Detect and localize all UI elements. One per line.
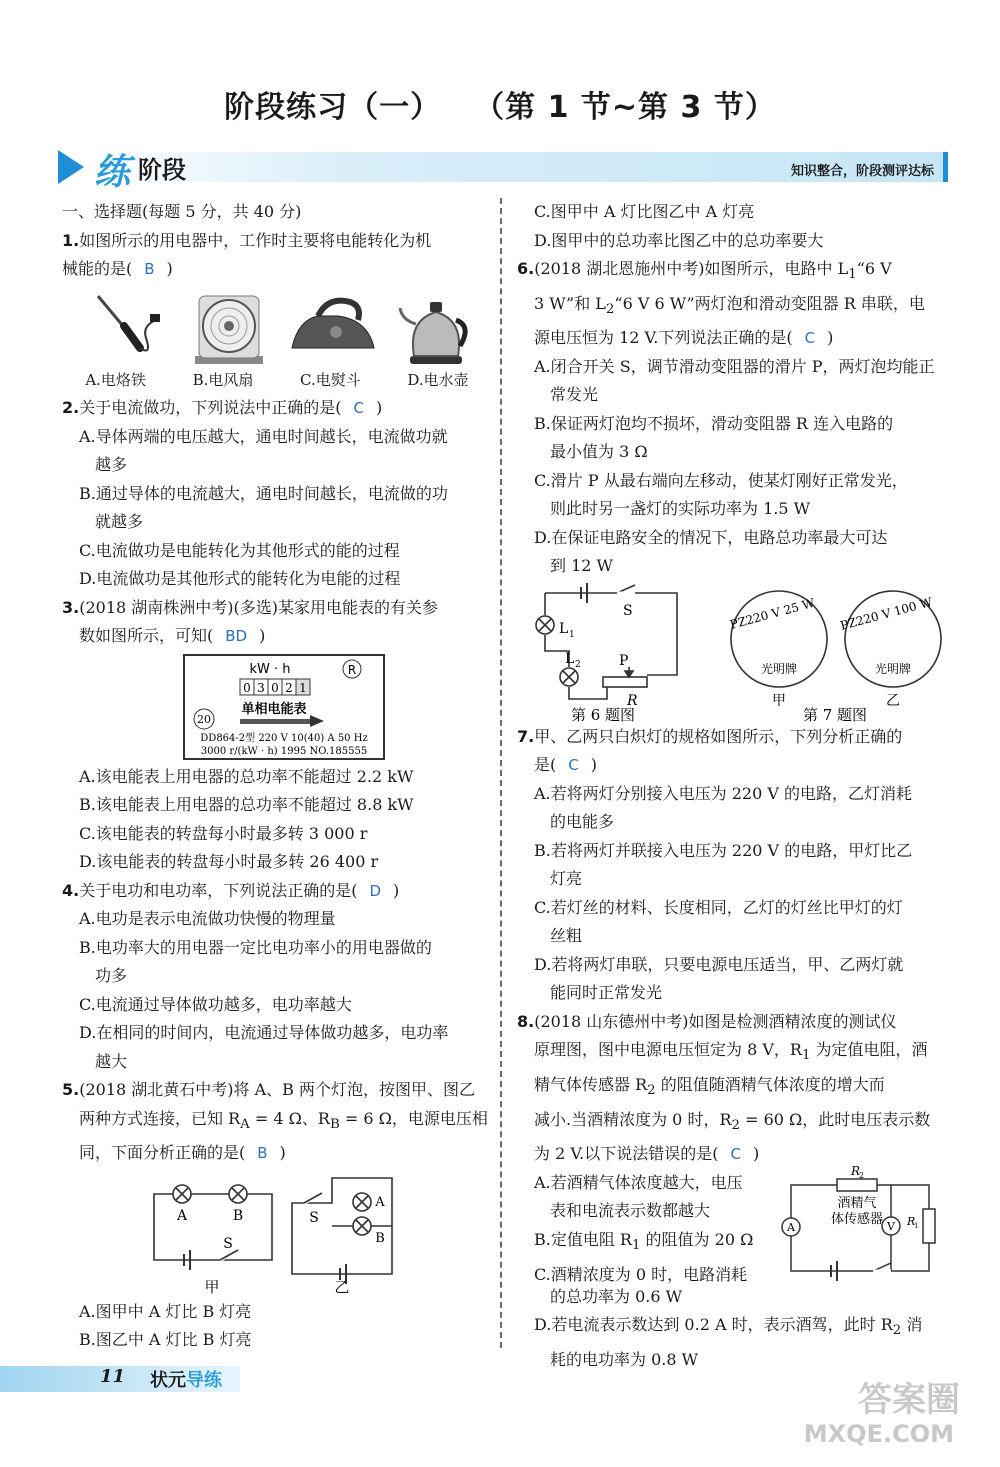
q4-stem bbox=[62, 877, 492, 906]
q8-option-c: C.酒精浓度为 0 时，电路消耗 bbox=[534, 1264, 748, 1284]
q6-option-c-cont: 则此时另一盏灯的实际功率为 1.5 W bbox=[550, 499, 811, 519]
q1-caption-b: B.电风扇 bbox=[192, 370, 254, 389]
q8-option-b-sub: 1 bbox=[631, 1238, 641, 1254]
q8-line4a: 减小.当酒精浓度为 0 时，R bbox=[534, 1109, 732, 1129]
q8-options-with-figure bbox=[517, 1163, 950, 1284]
q8-line4b: = 60 Ω，此时电压表示数 bbox=[739, 1109, 931, 1129]
q1-close: ) bbox=[166, 259, 173, 278]
q1-stem bbox=[62, 227, 492, 256]
q8-r2-sub: 2 bbox=[859, 1170, 865, 1180]
watermark-url: MXQE.COM bbox=[803, 1420, 954, 1448]
q6-l1-label: L bbox=[559, 620, 569, 637]
q3-number: 3. bbox=[62, 597, 80, 617]
q8-option-b-text2: 的阻值为 20 Ω bbox=[640, 1229, 754, 1249]
q6-text: (2018 湖北恩施州中考)如图所示，电路中 L bbox=[534, 259, 849, 278]
section-heading: 一、选择题(每题 5 分，共 40 分) bbox=[62, 202, 302, 221]
q4-option-c: C.电流通过导体做功越多，电功率越大 bbox=[79, 994, 352, 1014]
meter-spec1: DD864-2型 220 V 10(40) A 50 Hz bbox=[200, 732, 368, 744]
q6-figure-caption: 第 6 题图 bbox=[570, 705, 636, 723]
left-column bbox=[62, 198, 492, 1355]
q8-sensor-label1: 酒精气 bbox=[837, 1195, 877, 1211]
q5-lamp-a-label: A bbox=[176, 1207, 188, 1224]
q7-option-c-cont: 丝粗 bbox=[550, 926, 583, 946]
q8-stem bbox=[517, 1008, 950, 1037]
q6-option-d-cont: 到 12 W bbox=[550, 556, 613, 576]
soldering-iron-figure bbox=[80, 290, 172, 366]
q5-switch-label-yi: S bbox=[309, 1209, 319, 1226]
q5-option-d: D.图甲中的总功率比图乙中的总功率要大 bbox=[534, 230, 824, 250]
q6-stem2 bbox=[517, 290, 950, 325]
page-title bbox=[0, 82, 1000, 126]
q6-option-d: D.在保证电路安全的情况下，电路总功率最大可达 bbox=[534, 527, 888, 547]
q2-option-b: B.通过导体的电流越大，通电时间越长，电流做的功 bbox=[79, 483, 448, 503]
q5-text5: 同，下面分析正确的是( bbox=[79, 1143, 246, 1163]
q5-text4: = 6 Ω，电源电压相 bbox=[339, 1108, 488, 1128]
q5-answer: B bbox=[257, 1144, 268, 1163]
q1-text: 如图所示的用电器中，工作时主要将电能转化为机 bbox=[79, 230, 432, 250]
meter-reg-mark: R bbox=[347, 662, 357, 677]
watermark-logo: 答案圈 bbox=[858, 1380, 960, 1420]
electric-fan-icon bbox=[189, 290, 269, 366]
q6-option-b: B.保证两灯泡均不损坏，滑动变阻器 R 连入电路的 bbox=[534, 413, 894, 433]
q3-text2: 数如图所示，可知( bbox=[79, 626, 214, 645]
meter-spec2: 3000 r/(kW · h) 1995 NO.185555 bbox=[200, 745, 368, 757]
q8-line3b: 的阻值随酒精气体浓度的增大而 bbox=[655, 1075, 885, 1095]
q6-text3: “6 V 6 W”两灯泡和滑动变阻器 R 串联，电 bbox=[614, 293, 925, 313]
q7-number: 7. bbox=[517, 726, 535, 746]
page-footer bbox=[0, 1358, 1000, 1398]
meter-unit: kW · h bbox=[249, 661, 291, 677]
q5-option-c: C.图甲中 A 灯比图乙中 A 灯亮 bbox=[534, 202, 755, 221]
q6-stem bbox=[517, 255, 950, 290]
title-main: 阶段练习（一） bbox=[224, 90, 442, 125]
q2-option-d: D.电流做功是其他形式的能转化为电能的过程 bbox=[79, 569, 401, 588]
q4-close: ) bbox=[393, 880, 400, 900]
meter-digit-4: 2 bbox=[285, 680, 293, 695]
brand-part-a: 状元 bbox=[150, 1370, 186, 1391]
q1-number: 1. bbox=[62, 230, 80, 250]
q3-option-a: A.该电能表上用电器的总功率不能超过 2.2 kW bbox=[79, 766, 414, 786]
q8-r1-sub: 1 bbox=[914, 1221, 919, 1230]
q4-option-d: D.在相同的时间内，电流通过导体做功越多，电功率 bbox=[79, 1023, 449, 1042]
banner-big-char: 练 bbox=[94, 151, 131, 193]
q8-answer: C bbox=[730, 1145, 741, 1164]
q5-option-a: A.图甲中 A 灯比 B 灯亮 bbox=[79, 1301, 252, 1321]
q8-line3a: 精气体传感器 R bbox=[534, 1075, 648, 1095]
q6-line3: 源电压恒为 12 V.下列说法正确的是( bbox=[534, 328, 793, 348]
q7-close: ) bbox=[590, 755, 597, 775]
q8-line5: 为 2 V.以下说法错误的是( bbox=[534, 1144, 719, 1164]
meter-digit-1: 0 bbox=[243, 680, 251, 695]
q6-sub-1: 1 bbox=[848, 267, 857, 283]
q6-option-a-cont: 常发光 bbox=[550, 385, 599, 405]
q3-meter-figure bbox=[62, 651, 492, 763]
q2-answer: C bbox=[353, 399, 364, 417]
q6-option-b-cont: 最小值为 3 Ω bbox=[550, 442, 648, 462]
q1-appliances bbox=[62, 290, 492, 366]
q4-number: 4. bbox=[62, 880, 80, 900]
q7-bulb-yi bbox=[839, 591, 941, 709]
q5-option-b: B.图乙中 A 灯比 B 灯亮 bbox=[79, 1330, 252, 1350]
q8-line2-sub: 1 bbox=[801, 1048, 811, 1064]
q4-option-a: A.电功是表示电流做功快慢的物理量 bbox=[79, 909, 336, 928]
soldering-iron-icon bbox=[86, 290, 166, 360]
q6-rheostat-label: R bbox=[627, 692, 638, 709]
q6-sub-2: 2 bbox=[605, 301, 615, 317]
q2-stem bbox=[62, 394, 492, 423]
q8-stem3 bbox=[517, 1071, 950, 1106]
q7-stem bbox=[517, 723, 950, 752]
q8-option-d bbox=[517, 1311, 950, 1346]
q7-option-a: A.若将两灯分别接入电压为 220 V 的电路，乙灯消耗 bbox=[534, 783, 912, 803]
q6-l2-label: L bbox=[565, 650, 575, 667]
q8-option-a: A.若酒精气体浓度越大，电压 bbox=[534, 1172, 743, 1192]
q8-sensor-label2: 体传感器 bbox=[830, 1211, 884, 1227]
q8-option-b-text: B.定值电阻 R bbox=[534, 1229, 632, 1249]
q6-close: ) bbox=[827, 328, 834, 348]
electric-iron-icon bbox=[288, 290, 378, 360]
title-sub: （第 1 节~第 3 节） bbox=[489, 90, 776, 125]
q2-option-a-cont: 越多 bbox=[95, 455, 128, 474]
q6-l1-sub: 1 bbox=[569, 629, 575, 640]
q7-option-a-cont: 的电能多 bbox=[550, 812, 615, 832]
q5-close: ) bbox=[279, 1143, 286, 1163]
q6-number: 6. bbox=[517, 259, 535, 278]
meter-disc-indicator bbox=[240, 719, 310, 724]
q8-line2a: 原理图，图中电源电压恒定为 8 V，R bbox=[534, 1040, 802, 1060]
q6-circuit bbox=[536, 583, 677, 699]
q7-figure-caption: 第 7 题图 bbox=[802, 705, 868, 723]
q6-l2-sub: 2 bbox=[575, 659, 581, 670]
q7-jia-label: 甲 bbox=[772, 692, 786, 709]
q8-close: ) bbox=[752, 1144, 760, 1164]
q7-yi-label: 乙 bbox=[886, 692, 900, 709]
q6-answer: C bbox=[804, 329, 816, 348]
q7-option-c: C.若灯丝的材料、长度相同，乙灯的灯丝比甲灯的灯 bbox=[534, 897, 903, 917]
electric-kettle-figure bbox=[390, 290, 482, 366]
q5-stem2 bbox=[62, 1105, 492, 1140]
meter-digit-2: 3 bbox=[257, 680, 265, 695]
q8-option-c-cont: 的总功率为 0.6 W bbox=[550, 1286, 683, 1306]
q5-switch-label-jia: S bbox=[223, 1235, 233, 1252]
q8-ammeter-icon: A bbox=[787, 1220, 795, 1234]
q7-bulb-jia bbox=[728, 591, 827, 709]
section-banner bbox=[58, 148, 948, 193]
banner-end-bar bbox=[943, 152, 948, 182]
q6-option-c: C.滑片 P 从最右端向左移动，使某灯刚好正常发光， bbox=[534, 470, 908, 490]
meter-current-mark: 20 bbox=[197, 712, 211, 726]
q3-stem bbox=[62, 594, 492, 623]
q8-r1-label: R bbox=[907, 1214, 916, 1228]
q2-number: 2. bbox=[62, 398, 80, 417]
q5-circuit-figure bbox=[62, 1168, 492, 1298]
q1-caption-d: D.电水壶 bbox=[407, 370, 469, 389]
q3-close: ) bbox=[259, 626, 266, 645]
meter-digit-3: 0 bbox=[271, 680, 279, 695]
q5-stem3 bbox=[62, 1139, 492, 1168]
q8-option-d-text: D.若电流表示数达到 0.2 A 时，表示酒驾，此时 R bbox=[534, 1315, 893, 1335]
q7-stem2 bbox=[517, 751, 950, 780]
q8-stem2 bbox=[517, 1036, 950, 1071]
q5-text2: 两种方式连接，已知 R bbox=[79, 1108, 241, 1128]
q8-line2b: 为定值电阻，酒 bbox=[810, 1040, 928, 1060]
q7-option-b-cont: 灯亮 bbox=[550, 869, 583, 889]
q2-option-b-cont: 就越多 bbox=[95, 512, 144, 531]
q7-yi-spec: PZ220 V 100 W bbox=[838, 594, 934, 633]
q5-stem bbox=[62, 1076, 492, 1105]
q2-option-c: C.电流做功是电能转化为其他形式的能的过程 bbox=[79, 540, 400, 560]
q7-jia-spec: PZ220 V 25 W bbox=[728, 595, 817, 632]
q4-option-b-cont: 功多 bbox=[95, 966, 128, 985]
q1-captions bbox=[62, 366, 492, 395]
q7-jia-brand: 光明牌 bbox=[760, 661, 798, 676]
meter-digit-5: 1 bbox=[299, 680, 307, 695]
q6-switch-label: S bbox=[623, 602, 633, 619]
q2-text: 关于电流做功，下列说法中正确的是( bbox=[79, 398, 342, 417]
q5-text3: = 4 Ω、R bbox=[249, 1108, 330, 1128]
q8-stem4 bbox=[517, 1106, 950, 1141]
q7-answer: C bbox=[568, 756, 579, 775]
banner-arrow-icon bbox=[58, 150, 84, 184]
q5-fig-jia-label: 甲 bbox=[204, 1277, 220, 1296]
q8-voltmeter-icon: V bbox=[887, 1219, 895, 1233]
q5-fig-yi-label: 乙 bbox=[334, 1277, 350, 1296]
q6-line2: 3 W”和 L bbox=[534, 293, 606, 313]
q7-option-d: D.若将两灯串联，只要电源电压适当，甲、乙两灯就 bbox=[534, 954, 904, 974]
q6-slider-label: P bbox=[619, 652, 629, 669]
q1-stem2 bbox=[62, 255, 492, 284]
q5-sub-b: B bbox=[329, 1116, 340, 1132]
q8-option-d-sub: 2 bbox=[892, 1323, 902, 1339]
q8-text: (2018 山东德州中考)如图是检测酒精浓度的测试仪 bbox=[534, 1011, 897, 1031]
q3-answer: BD bbox=[225, 627, 248, 645]
q4-answer: D bbox=[369, 881, 382, 900]
q7-text: 甲、乙两只白炽灯的规格如图所示，下列分析正确的 bbox=[534, 726, 903, 746]
q3-text: (2018 湖南株洲中考)(多选)某家用电能表的有关参 bbox=[79, 597, 438, 617]
q8-option-a-cont: 表和电流表示数都越大 bbox=[550, 1201, 711, 1221]
q8-option-d-cont: 耗的电功率为 0.8 W bbox=[550, 1350, 699, 1370]
q6-text2: “6 V bbox=[856, 259, 892, 278]
banner-label: 阶段 bbox=[138, 156, 186, 184]
meter-name: 单相电能表 bbox=[241, 701, 307, 717]
q6-stem3 bbox=[517, 324, 950, 353]
q7-yi-brand: 光明牌 bbox=[874, 661, 912, 676]
q5-text: (2018 湖北黄石中考)将 A、B 两个灯泡，按图甲、图乙 bbox=[79, 1080, 475, 1099]
page-number: 11 bbox=[100, 1366, 126, 1387]
q1-text2: 械能的是( bbox=[62, 259, 133, 278]
q5-number: 5. bbox=[62, 1080, 80, 1099]
q8-line4-sub: 2 bbox=[731, 1117, 740, 1133]
electric-iron-figure bbox=[287, 290, 379, 366]
q8-number: 8. bbox=[517, 1011, 535, 1031]
meter-digits bbox=[240, 679, 310, 695]
q8-options-left bbox=[517, 1169, 777, 1289]
q3-option-b: B.该电能表上用电器的总功率不能超过 8.8 kW bbox=[79, 795, 414, 814]
q1-answer: B bbox=[144, 260, 155, 278]
q3-option-d: D.该电能表的转盘每小时最多转 26 400 r bbox=[79, 852, 379, 871]
q8-option-d-text2: 消 bbox=[901, 1315, 923, 1335]
q8-option-b bbox=[517, 1226, 777, 1261]
brand-part-b: 导练 bbox=[186, 1370, 222, 1391]
footer-brand bbox=[150, 1366, 222, 1392]
q8-r2-label: R bbox=[851, 1163, 861, 1178]
q8-circuit-figure bbox=[779, 1163, 949, 1283]
q1-caption-c: C.电熨斗 bbox=[300, 370, 361, 389]
q7-option-d-cont: 能同时正常发光 bbox=[550, 983, 663, 1003]
q5-yi-lamp-a-label: A bbox=[375, 1194, 385, 1210]
q4-option-d-cont: 越大 bbox=[95, 1051, 128, 1071]
q8-line3-sub: 2 bbox=[647, 1083, 656, 1099]
column-divider bbox=[500, 198, 502, 1348]
q5-sub-a: A bbox=[240, 1116, 250, 1132]
q4-text: 关于电功和电功率，下列说法正确的是( bbox=[79, 880, 358, 900]
electric-fan-figure bbox=[183, 290, 275, 366]
q7-text2: 是( bbox=[534, 755, 557, 775]
q3-option-c: C.该电能表的转盘每小时最多转 3 000 r bbox=[79, 823, 368, 843]
q6-option-a: A.闭合开关 S，调节滑动变阻器的滑片 P，两灯泡均能正 bbox=[534, 356, 935, 376]
q5-lamp-b-label: B bbox=[232, 1207, 244, 1224]
q1-caption-a: A.电烙铁 bbox=[85, 370, 146, 389]
q6-q7-figures bbox=[517, 581, 950, 723]
electric-kettle-icon bbox=[398, 290, 474, 366]
q7-option-b: B.若将两灯并联接入电压为 220 V 的电路，甲灯比乙 bbox=[534, 840, 913, 860]
q2-close: ) bbox=[375, 398, 383, 417]
right-column bbox=[517, 198, 950, 1375]
q3-stem2 bbox=[62, 622, 492, 651]
q5-yi-lamp-b-label: B bbox=[375, 1230, 385, 1246]
q4-option-b: B.电功率大的用电器一定比电功率小的用电器做的 bbox=[79, 937, 432, 957]
q2-option-a: A.导体两端的电压越大，通电时间越长，电流做功就 bbox=[79, 426, 448, 446]
banner-slogan: 知识整合，阶段测评达标 bbox=[790, 164, 934, 179]
